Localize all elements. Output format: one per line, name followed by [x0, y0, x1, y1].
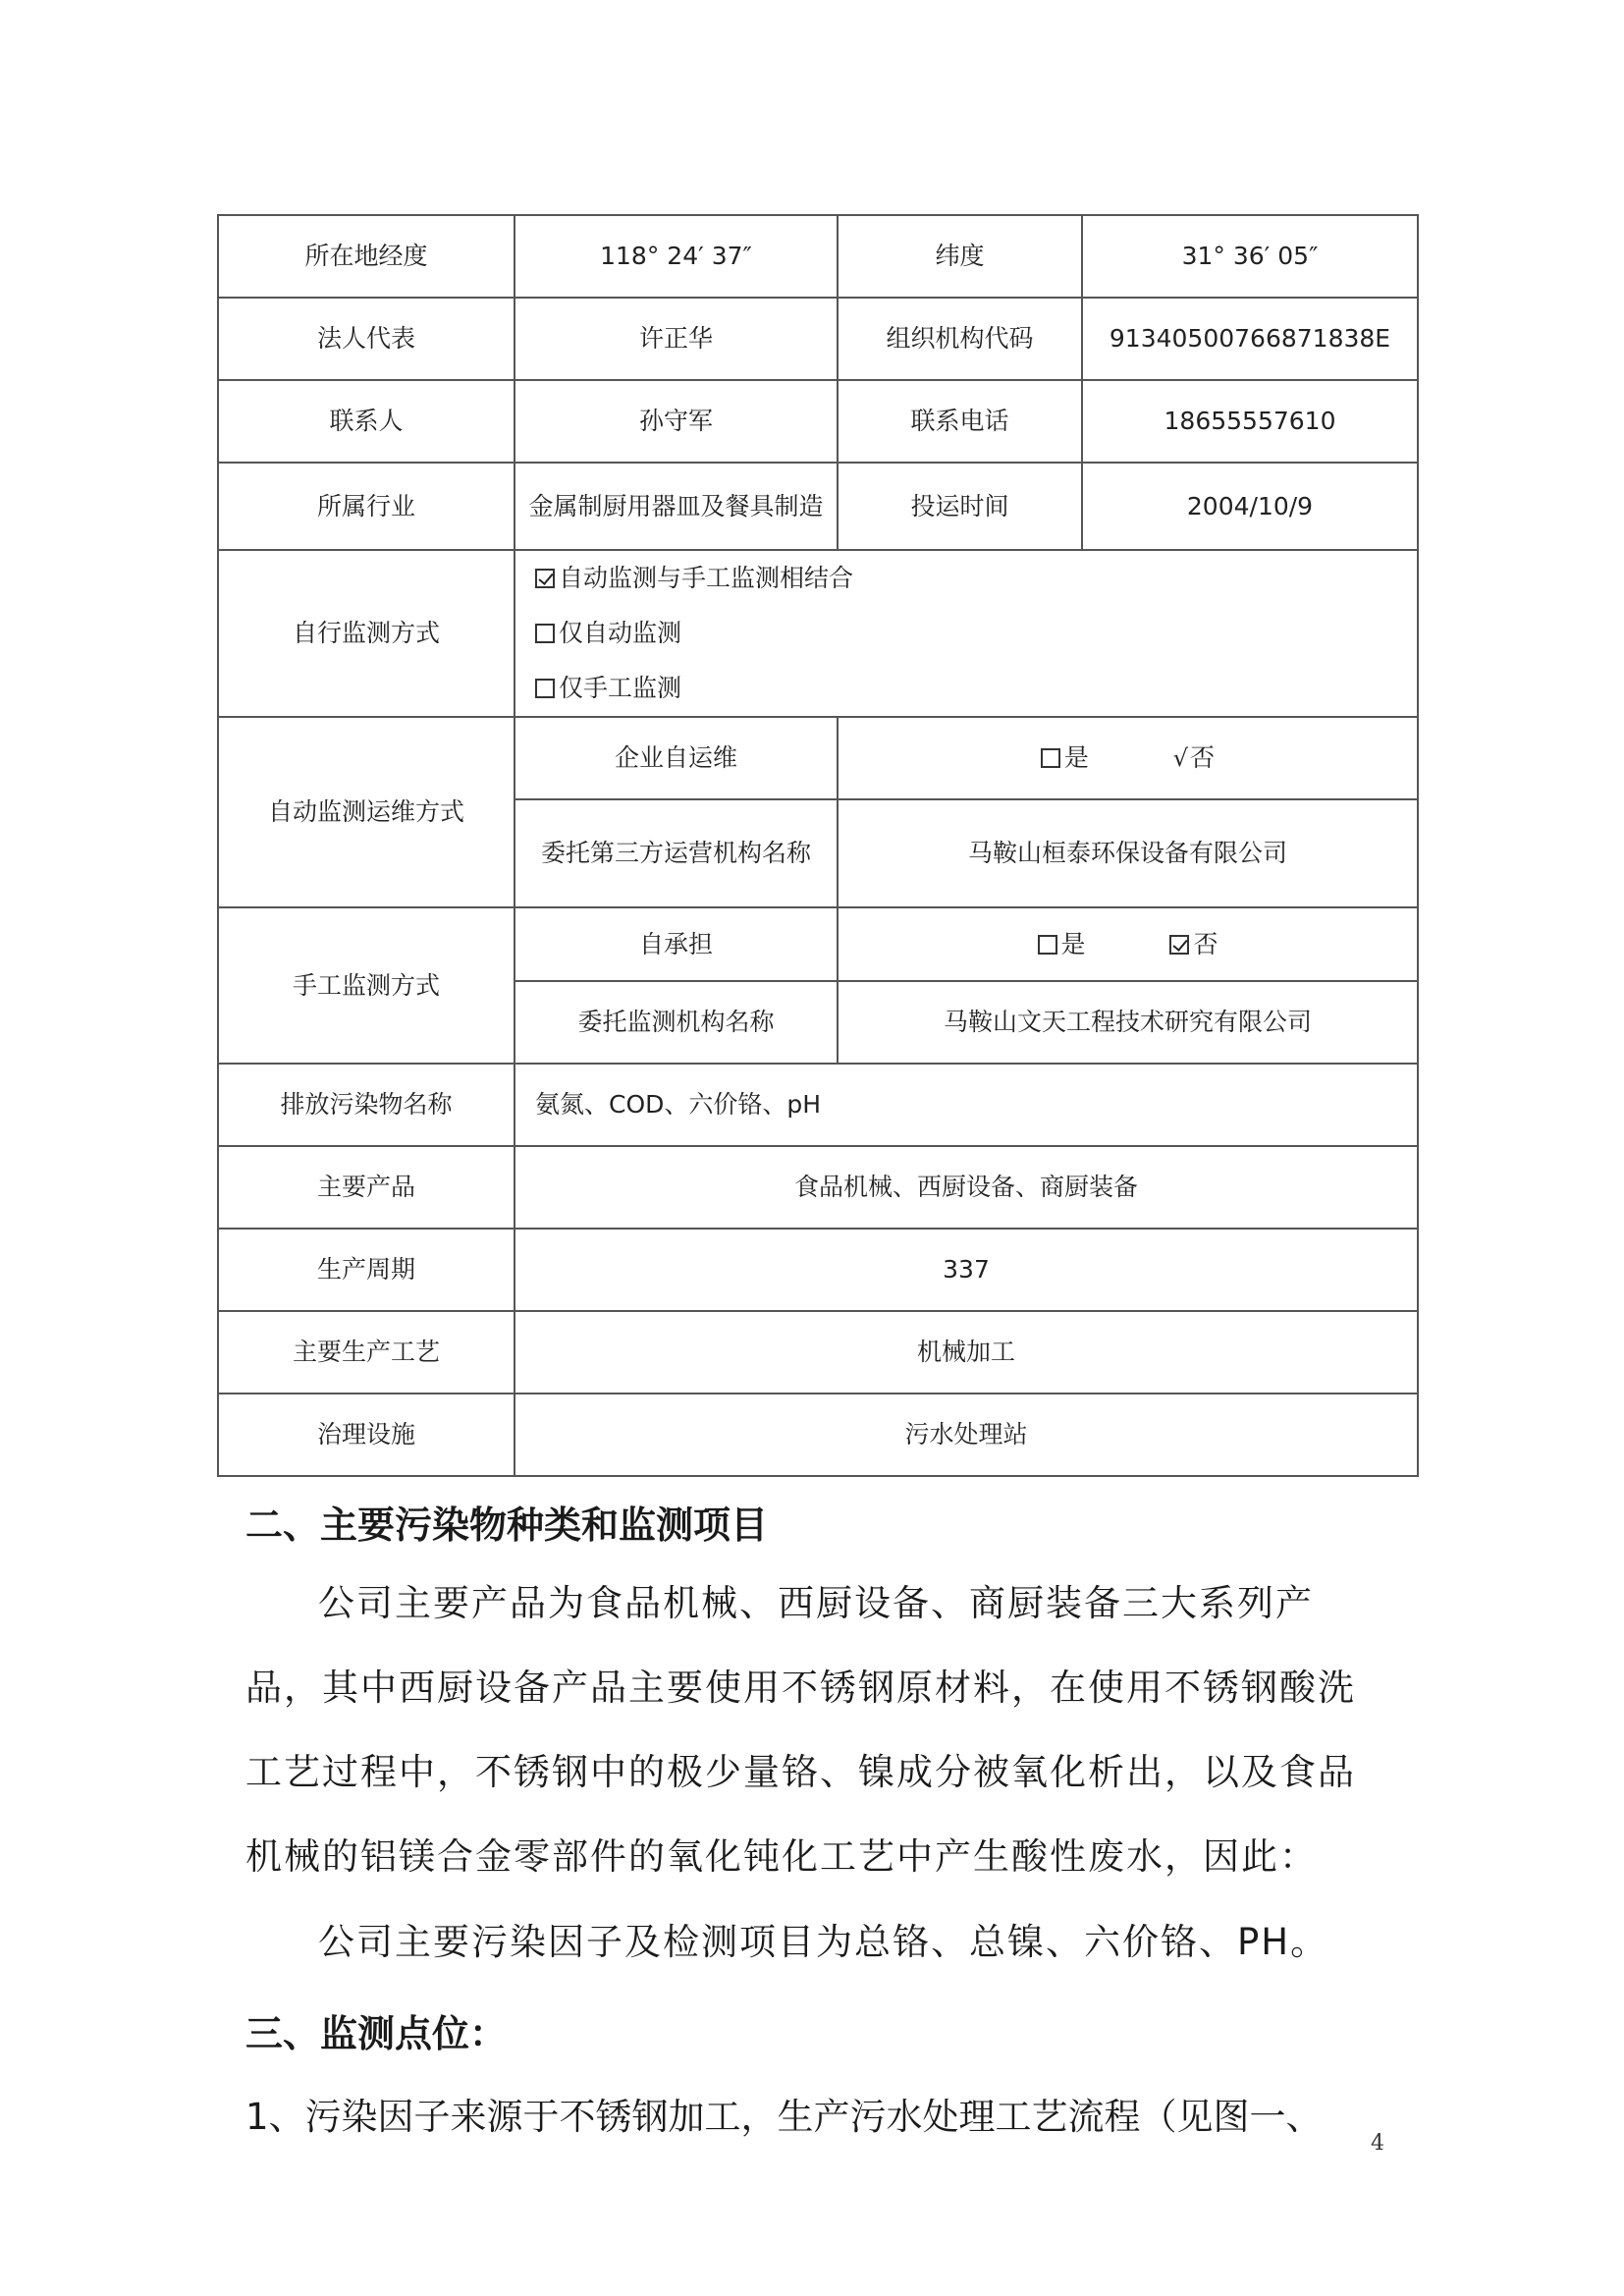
- manual-self-yes-option[interactable]: 是: [1038, 930, 1086, 958]
- checkbox-icon: [535, 679, 555, 698]
- industry-value: 金属制厨用器皿及餐具制造: [514, 463, 838, 550]
- self-monitor-label: 自行监测方式: [218, 550, 514, 717]
- manual-self-label: 自承担: [514, 907, 838, 981]
- self-monitor-options: [514, 550, 1418, 717]
- contact-value: 孙守军: [514, 380, 838, 463]
- manual-label: 手工监测方式: [218, 907, 514, 1064]
- table-row: [218, 550, 1418, 717]
- auto-self-no-option[interactable]: √否: [1172, 743, 1216, 772]
- auto-self-yes-option[interactable]: 是: [1041, 743, 1089, 772]
- manual-org-label: 委托监测机构名称: [514, 981, 838, 1064]
- table-row: [218, 907, 1418, 981]
- section-2-paragraph-1: 公司主要产品为食品机械、西厨设备、商厨装备三大系列产品，其中西厨设备产品主要使用不锈钢原材料，在使用不锈钢酸洗工艺过程中，不锈钢中的极少量铬、镍成分被氧化析出，以及食品机械的铝镁合金零部件的氧化钝化工艺中产生酸性废水，因此：: [245, 1582, 1356, 1878]
- checkbox-icon: [535, 624, 555, 643]
- process-label: 主要生产工艺: [218, 1311, 514, 1394]
- legal-rep-value: 许正华: [514, 298, 838, 380]
- table-row: [218, 1311, 1418, 1394]
- industry-label: 所属行业: [218, 463, 514, 550]
- table-row: [218, 1064, 1418, 1146]
- table-row: [218, 1146, 1418, 1229]
- cycle-value: 337: [514, 1229, 1418, 1311]
- start-date-label: 投运时间: [838, 463, 1082, 550]
- table-row: [218, 717, 1418, 799]
- legal-rep-label: 法人代表: [218, 298, 514, 380]
- section-3-heading: 三、监测点位：: [245, 2012, 508, 2055]
- facility-label: 治理设施: [218, 1394, 514, 1476]
- cycle-label: 生产周期: [218, 1229, 514, 1311]
- checkbox-icon: [1041, 748, 1060, 768]
- phone-value: 18655557610: [1082, 380, 1418, 463]
- products-value: 食品机械、西厨设备、商厨装备: [514, 1146, 1418, 1229]
- enterprise-info-table: [217, 214, 1419, 1477]
- table-row: [218, 463, 1418, 550]
- section-2-paragraph-2: 公司主要污染因子及检测项目为总铬、总镍、六价铬、PH。: [318, 1921, 1329, 1963]
- table-row: [218, 380, 1418, 463]
- process-value: 机械加工: [514, 1311, 1418, 1394]
- self-monitor-option-combined[interactable]: 自动监测与手工监测相结合: [535, 551, 1407, 606]
- manual-org-value: 马鞍山文天工程技术研究有限公司: [838, 981, 1418, 1064]
- checked-checkbox-icon: [1169, 935, 1189, 955]
- auto-self-label: 企业自运维: [514, 717, 838, 799]
- auto-third-label: 委托第三方运营机构名称: [514, 799, 838, 907]
- table-row: [218, 215, 1418, 298]
- checkbox-icon: [1038, 935, 1057, 955]
- auto-ops-label: 自动监测运维方式: [218, 717, 514, 907]
- manual-self-no-option[interactable]: 否: [1169, 930, 1218, 958]
- self-monitor-option-auto-only[interactable]: 仅自动监测: [535, 606, 1407, 661]
- latitude-value: 31° 36′ 05″: [1082, 215, 1418, 298]
- products-label: 主要产品: [218, 1146, 514, 1229]
- auto-third-value: 马鞍山桓泰环保设备有限公司: [838, 799, 1418, 907]
- table-row: [218, 1394, 1418, 1476]
- self-monitor-option-manual-only[interactable]: 仅手工监测: [535, 661, 1407, 716]
- contact-label: 联系人: [218, 380, 514, 463]
- table-row: [218, 298, 1418, 380]
- auto-self-choice: [838, 717, 1418, 799]
- start-date-value: 2004/10/9: [1082, 463, 1418, 550]
- section-3-item-1: 1、污染因子来源于不锈钢加工，生产污水处理工艺流程（见图一、: [245, 2096, 1323, 2138]
- section-2-heading: 二、主要污染物种类和监测项目: [245, 1503, 769, 1547]
- longitude-label: 所在地经度: [218, 215, 514, 298]
- manual-self-choice: [838, 907, 1418, 981]
- latitude-label: 纬度: [838, 215, 1082, 298]
- org-code-label: 组织机构代码: [838, 298, 1082, 380]
- pollutants-label: 排放污染物名称: [218, 1064, 514, 1146]
- checkmark-icon: √: [1172, 744, 1189, 772]
- pollutants-value: 氨氮、COD、六价铬、pH: [514, 1064, 1418, 1146]
- facility-value: 污水处理站: [514, 1394, 1418, 1476]
- table-row: [218, 1229, 1418, 1311]
- phone-label: 联系电话: [838, 380, 1082, 463]
- checked-checkbox-icon: [535, 569, 555, 588]
- org-code-value: 91340500766871838E: [1082, 298, 1418, 380]
- page-number: 4: [1371, 2131, 1384, 2156]
- longitude-value: 118° 24′ 37″: [514, 215, 838, 298]
